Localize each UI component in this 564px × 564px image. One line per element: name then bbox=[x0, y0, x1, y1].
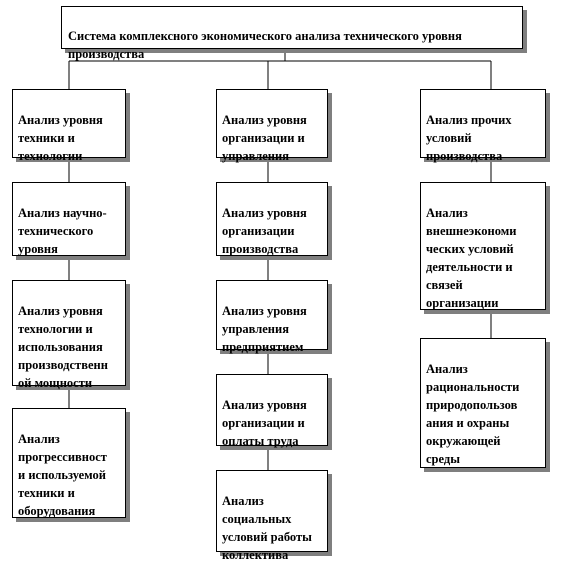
item-external-economic-label: Анализ внешнеэкономи ческих условий деятельности и связей организации bbox=[426, 206, 517, 310]
item-scientific-technical-label: Анализ научно- технического уровня bbox=[18, 206, 107, 256]
item-box-technology-capacity bbox=[12, 280, 126, 390]
item-enterprise-management-label: Анализ уровня управления предприятием bbox=[222, 304, 307, 354]
item-box-labor-organization bbox=[216, 374, 328, 446]
root-box bbox=[61, 6, 523, 61]
item-box-production-organization bbox=[216, 182, 328, 256]
item-social-conditions-label: Анализ социальных условий работы коллектива bbox=[222, 494, 312, 562]
item-equipment-progressiveness-label: Анализ прогрессивност и используемой техники и оборудования bbox=[18, 432, 107, 518]
header-organization-label: Анализ уровня организации и управления bbox=[222, 113, 307, 163]
item-technology-capacity-label: Анализ уровня технологии и использования производственн ой мощности bbox=[18, 304, 108, 390]
header-box-other-conditions bbox=[420, 89, 546, 163]
item-box-social-conditions bbox=[216, 470, 328, 562]
root-title: Система комплексного экономического анализа технического уровня производства bbox=[68, 29, 462, 61]
item-box-external-economic bbox=[420, 182, 546, 310]
item-labor-organization-label: Анализ уровня организации и оплаты труда bbox=[222, 398, 307, 448]
item-nature-management-label: Анализ рациональности природопользов ания и охраны окружающей среды bbox=[426, 362, 520, 466]
header-box-organization bbox=[216, 89, 328, 163]
item-box-enterprise-management bbox=[216, 280, 328, 354]
header-other-conditions-label: Анализ прочих условий производства bbox=[426, 113, 512, 163]
item-box-scientific-technical bbox=[12, 182, 126, 256]
header-box-technology bbox=[12, 89, 126, 163]
item-box-equipment-progressiveness bbox=[12, 408, 126, 518]
item-box-nature-management bbox=[420, 338, 546, 468]
item-production-organization-label: Анализ уровня организации производства bbox=[222, 206, 307, 256]
header-technology-label: Анализ уровня техники и технологии bbox=[18, 113, 103, 163]
